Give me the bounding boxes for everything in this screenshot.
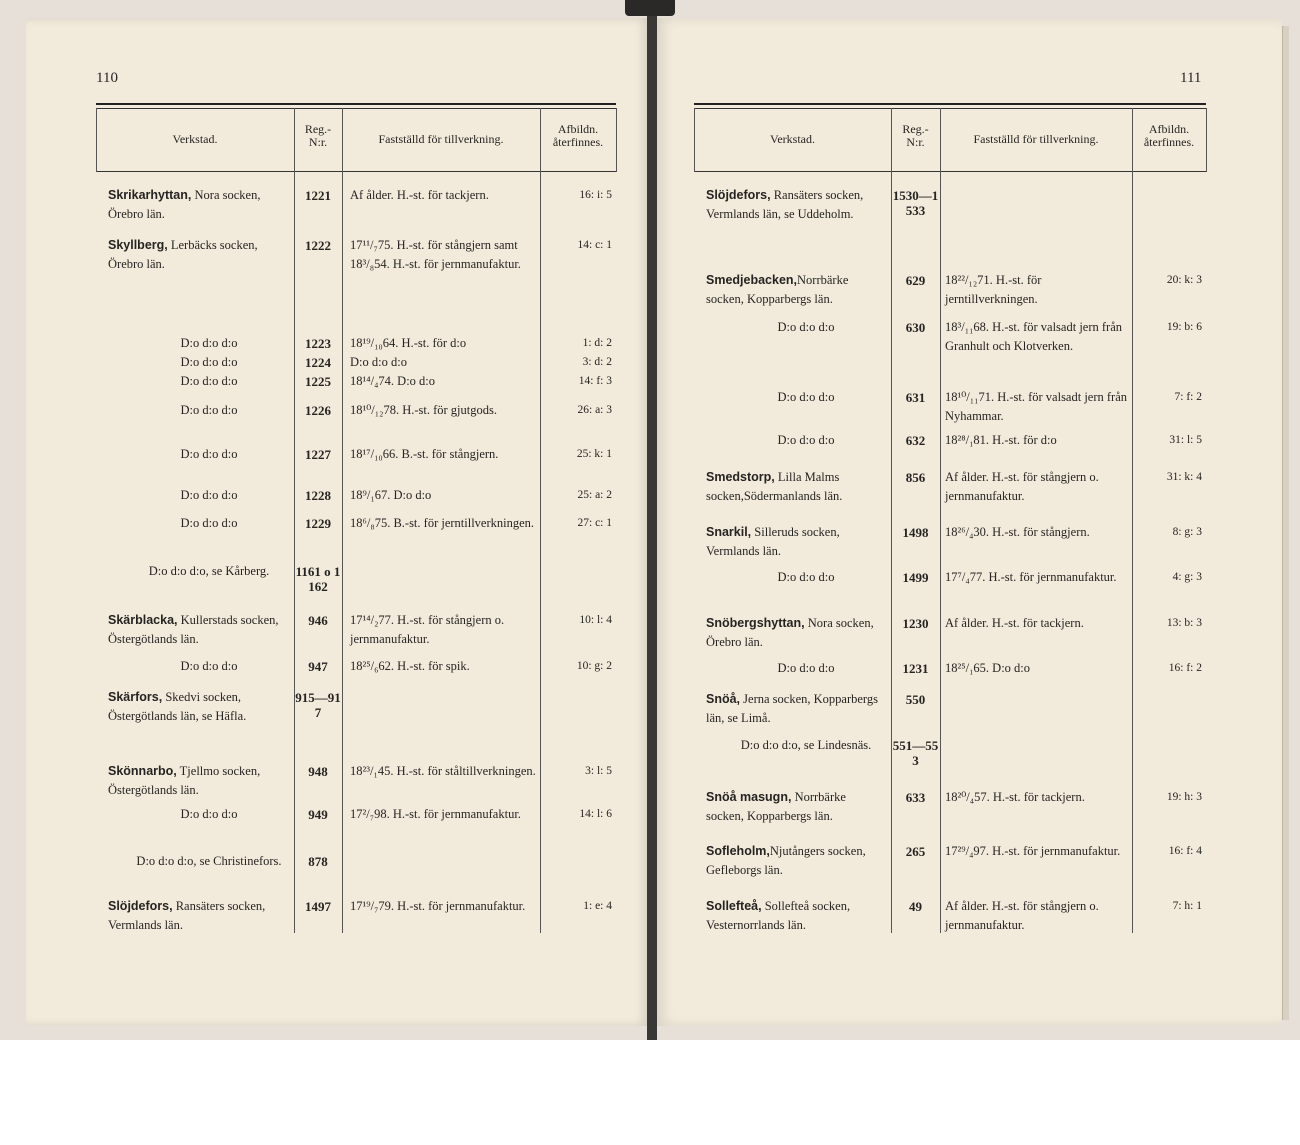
row-reg-number: 1225 xyxy=(305,374,331,389)
left-header-bottom-rule xyxy=(96,171,616,172)
row-verkstad-detail: D:o d:o d:o xyxy=(180,355,238,369)
row-verkstad xyxy=(108,401,300,420)
row-verkstad-name: Snarkil, xyxy=(706,525,752,539)
row-verkstad-detail: D:o d:o d:o xyxy=(777,390,835,404)
row-faststald: 17⁷/₄77. H.-st. för jernmanufaktur. xyxy=(945,570,1117,584)
row-reg-number: 949 xyxy=(308,807,328,822)
row-verkstad xyxy=(108,514,300,533)
row-verkstad-name: Skyllberg, xyxy=(108,238,168,252)
row-verkstad-detail: D:o d:o d:o xyxy=(180,807,238,821)
row-afbildn: 1: e: 4 xyxy=(583,900,612,912)
right-frame-line-right xyxy=(1206,108,1207,172)
row-verkstad-detail: D:o d:o d:o xyxy=(180,488,238,502)
right-header-afbildn: Afbildn. återfinnes. xyxy=(1143,122,1195,149)
row-reg-number: 49 xyxy=(909,899,922,914)
row-verkstad xyxy=(108,852,300,871)
row-afbildn: 16: f: 4 xyxy=(1168,845,1202,857)
row-verkstad-detail: D:o d:o d:o xyxy=(777,661,835,675)
row-afbildn: 31: k: 4 xyxy=(1166,471,1202,483)
row-reg-number: 1498 xyxy=(902,525,929,540)
row-verkstad-detail: Norrbärke socken, Kopparbergs län. xyxy=(706,273,849,306)
row-afbildn: 13: b: 3 xyxy=(1166,617,1202,629)
row-afbildn: 27: c: 1 xyxy=(577,517,612,529)
left-header-double-rule xyxy=(96,103,616,106)
right-col-line-1 xyxy=(891,108,892,933)
row-faststald: 17²⁹/₄97. H.-st. för jernmanufaktur. xyxy=(945,844,1121,858)
page-edges xyxy=(1282,26,1289,1020)
row-faststald: 17¹⁹/₇79. H.-st. för jernmanufaktur. xyxy=(350,899,526,913)
row-verkstad xyxy=(706,431,896,450)
row-reg-number: 1226 xyxy=(305,403,331,418)
row-reg-number: 1221 xyxy=(305,188,331,203)
row-reg-number: 1227 xyxy=(305,447,331,462)
row-reg-number: 630 xyxy=(905,320,926,335)
row-verkstad-detail: Ransäters socken, Vermlands län. xyxy=(108,899,266,932)
row-verkstad-detail: Tjellmo socken, Östergötlands län. xyxy=(108,764,261,797)
row-faststald: Af ålder. H.-st. för stångjern o. jernmanufaktur. xyxy=(945,470,1099,503)
row-reg-number: 633 xyxy=(905,790,926,805)
row-reg-number: 1161 o 1162 xyxy=(295,564,341,594)
row-faststald: 17²/₇98. H.-st. för jernmanufaktur. xyxy=(350,807,521,821)
right-header-verkstad: Verkstad. xyxy=(770,132,815,146)
row-verkstad-detail: D:o d:o d:o, se Kårberg. xyxy=(148,564,270,578)
row-verkstad xyxy=(706,614,886,652)
row-verkstad-detail: Lerbäcks socken, Örebro län. xyxy=(108,238,258,271)
row-verkstad-detail: Nora socken, Örebro län. xyxy=(108,188,261,221)
left-page-number: 110 xyxy=(96,70,118,86)
row-verkstad-name: Snöå, xyxy=(706,692,741,706)
row-faststald: 18²³/₁45. H.-st. för ståltillverkningen. xyxy=(350,764,536,778)
row-afbildn: 1: d: 2 xyxy=(582,337,612,349)
row-verkstad-detail: D:o d:o d:o xyxy=(777,570,835,584)
row-reg-number: 946 xyxy=(308,613,328,628)
row-verkstad-name: Snöå masugn, xyxy=(706,790,792,804)
row-faststald: 18¹⁰/₁₁71. H.-st. för valsadt jern från Nyhammar. xyxy=(945,390,1128,423)
row-verkstad-detail: Kullerstads socken, Östergötlands län. xyxy=(108,613,279,646)
row-verkstad xyxy=(706,897,886,935)
row-verkstad-detail: D:o d:o d:o xyxy=(180,447,238,461)
row-faststald: 18²⁵/₁65. D:o d:o xyxy=(945,661,1031,675)
right-header-reg: Reg.- N:r. xyxy=(902,122,929,149)
row-verkstad-name: Sofleholm, xyxy=(706,844,770,858)
row-reg-number: 1230 xyxy=(902,616,929,631)
row-afbildn: 19: h: 3 xyxy=(1166,791,1202,803)
row-verkstad-detail: Lilla Malms socken,Södermanlands län. xyxy=(706,470,843,503)
row-verkstad-detail: D:o d:o d:o xyxy=(777,320,835,334)
book-spine-top xyxy=(625,0,675,16)
row-verkstad-name: Smedstorp, xyxy=(706,470,775,484)
row-faststald: 18¹⁰/₁₂78. H.-st. för gjutgods. xyxy=(350,403,497,417)
row-reg-number: 550 xyxy=(905,692,926,707)
row-afbildn: 25: k: 1 xyxy=(576,448,612,460)
right-header-double-rule xyxy=(694,103,1206,106)
row-reg-number: 1530—1533 xyxy=(892,188,939,218)
row-reg-number: 878 xyxy=(308,854,328,869)
row-afbildn: 3: d: 2 xyxy=(582,356,612,368)
row-verkstad xyxy=(108,186,290,224)
row-verkstad-name: Skönnarbo, xyxy=(108,764,177,778)
row-afbildn: 26: a: 3 xyxy=(577,404,612,416)
row-verkstad xyxy=(706,271,886,309)
row-afbildn: 16: f: 2 xyxy=(1168,662,1202,674)
row-reg-number: 629 xyxy=(905,273,926,288)
row-verkstad-detail: D:o d:o d:o xyxy=(180,374,238,388)
row-afbildn: 20: k: 3 xyxy=(1166,274,1202,286)
row-verkstad-name: Skrikarhyttan, xyxy=(108,188,192,202)
row-verkstad-name: Slöjdefors, xyxy=(706,188,771,202)
left-frame-line-right xyxy=(616,108,617,172)
row-verkstad-name: Snöbergshyttan, xyxy=(706,616,805,630)
row-faststald: Af ålder. H.-st. för stångjern o. jernmanufaktur. xyxy=(945,899,1099,932)
row-afbildn: 16: i: 5 xyxy=(579,189,612,201)
row-faststald: 18¹⁴/₄74. D:o d:o xyxy=(350,374,436,388)
row-verkstad xyxy=(108,445,300,464)
row-afbildn: 25: a: 2 xyxy=(577,489,612,501)
row-verkstad-detail: D:o d:o d:o xyxy=(180,336,238,350)
row-afbildn: 14: f: 3 xyxy=(578,375,612,387)
row-verkstad-detail: D:o d:o d:o, se Christinefors. xyxy=(136,854,282,868)
right-header-bottom-rule xyxy=(694,171,1206,172)
row-verkstad xyxy=(706,523,886,561)
row-verkstad xyxy=(108,657,300,676)
book-gutter xyxy=(647,0,657,1040)
row-faststald: D:o d:o d:o xyxy=(350,355,407,369)
row-afbildn: 10: g: 2 xyxy=(576,660,612,672)
row-verkstad-name: Smedjebacken, xyxy=(706,273,798,287)
left-col-line-2 xyxy=(342,108,343,933)
row-verkstad xyxy=(706,736,896,755)
row-verkstad xyxy=(108,805,300,824)
row-verkstad xyxy=(706,842,886,880)
row-faststald: 17¹⁴/₂77. H.-st. för stångjern o. jernmanufaktur. xyxy=(350,613,505,646)
row-verkstad-name: Slöjdefors, xyxy=(108,899,173,913)
row-verkstad-name: Skärfors, xyxy=(108,690,163,704)
row-verkstad xyxy=(108,897,290,935)
right-header-faststald: Fastställd för tillverkning. xyxy=(973,132,1099,146)
row-reg-number: 1228 xyxy=(305,488,331,503)
row-reg-number: 1229 xyxy=(305,516,331,531)
row-faststald: 18⁶/₈75. B.-st. för jerntillverkningen. xyxy=(350,516,535,530)
row-verkstad-detail: D:o d:o d:o xyxy=(180,403,238,417)
row-afbildn: 10: l: 4 xyxy=(579,614,612,626)
row-afbildn: 8: g: 3 xyxy=(1172,526,1202,538)
right-col-line-3 xyxy=(1132,108,1133,933)
row-verkstad xyxy=(706,788,886,826)
row-verkstad xyxy=(108,353,300,372)
row-verkstad-name: Sollefteå, xyxy=(706,899,762,913)
row-faststald: 18¹⁷/₁₀66. B.-st. för stångjern. xyxy=(350,447,499,461)
row-reg-number: 915—917 xyxy=(295,690,341,720)
row-verkstad-detail: Nora socken, Örebro län. xyxy=(706,616,874,649)
row-reg-number: 551—553 xyxy=(892,738,939,768)
left-header-faststald: Fastställd för tillverkning. xyxy=(378,132,504,146)
row-faststald: 18²⁵/₆62. H.-st. för spik. xyxy=(350,659,470,673)
right-col-line-2 xyxy=(940,108,941,933)
row-faststald: 18²⁶/₄30. H.-st. för stångjern. xyxy=(945,525,1090,539)
row-verkstad xyxy=(706,468,886,506)
row-verkstad xyxy=(108,688,290,726)
row-verkstad-detail: D:o d:o d:o, se Lindesnäs. xyxy=(740,738,872,752)
row-afbildn: 31: l: 5 xyxy=(1169,434,1202,446)
row-verkstad xyxy=(108,562,300,581)
row-verkstad-detail: D:o d:o d:o xyxy=(777,433,835,447)
row-reg-number: 1497 xyxy=(305,899,331,914)
right-page-number: 111 xyxy=(1180,70,1202,86)
row-afbildn: 4: g: 3 xyxy=(1172,571,1202,583)
row-faststald: Af ålder. H.-st. för tackjern. xyxy=(945,616,1084,630)
row-verkstad-detail: D:o d:o d:o xyxy=(180,659,238,673)
row-verkstad xyxy=(706,690,886,728)
row-verkstad xyxy=(706,186,886,224)
row-reg-number: 1223 xyxy=(305,336,331,351)
row-reg-number: 1231 xyxy=(902,661,929,676)
row-afbildn: 14: l: 6 xyxy=(579,808,612,820)
right-header-rule xyxy=(694,108,1206,109)
row-verkstad-detail: Sollefteå socken, Vesternorrlands län. xyxy=(706,899,851,932)
row-verkstad xyxy=(108,486,300,505)
row-afbildn: 3: l: 5 xyxy=(585,765,612,777)
left-header-reg: Reg.- N:r. xyxy=(304,122,332,149)
left-header-rule xyxy=(96,108,616,109)
row-afbildn: 7: f: 2 xyxy=(1174,391,1202,403)
row-verkstad-detail: Ransäters socken, Vermlands län, se Uddeholm. xyxy=(706,188,864,221)
row-reg-number: 947 xyxy=(308,659,328,674)
row-faststald: 18²²/₁₂71. H.-st. för jerntillverkningen. xyxy=(945,273,1042,306)
row-verkstad-name: Skärblacka, xyxy=(108,613,178,627)
row-verkstad xyxy=(108,236,290,274)
row-faststald: 18²⁰/₄57. H.-st. för tackjern. xyxy=(945,790,1085,804)
row-faststald: 18¹⁹/₁₀64. H.-st. för d:o xyxy=(350,336,467,350)
row-verkstad-detail: Njutångers socken, Gefleborgs län. xyxy=(706,844,866,877)
left-header-afbildn: Afbildn. återfinnes. xyxy=(552,122,604,149)
row-reg-number: 632 xyxy=(905,433,926,448)
row-afbildn: 19: b: 6 xyxy=(1166,321,1202,333)
row-verkstad-detail: Norrbärke socken, Kopparbergs län. xyxy=(706,790,846,823)
row-faststald: 17¹¹/₇75. H.-st. för stångjern samt 18³/₈54. H.-st. för jernmanufaktur. xyxy=(350,238,521,271)
row-verkstad-detail: Jerna socken, Kopparbergs län, se Limå. xyxy=(706,692,878,725)
row-afbildn: 7: h: 1 xyxy=(1172,900,1202,912)
row-verkstad xyxy=(706,388,896,407)
row-afbildn: 14: c: 1 xyxy=(577,239,612,251)
left-header-verkstad: Verkstad. xyxy=(172,132,218,146)
row-verkstad xyxy=(706,318,896,337)
row-reg-number: 948 xyxy=(308,764,328,779)
row-reg-number: 856 xyxy=(905,470,926,485)
row-faststald: 18³/₁₁68. H.-st. för valsadt jern från Granhult och Klotverken. xyxy=(945,320,1123,353)
row-reg-number: 1222 xyxy=(305,238,331,253)
row-faststald: 18⁹/₁67. D:o d:o xyxy=(350,488,432,502)
row-faststald: 18²⁸/₁81. H.-st. för d:o xyxy=(945,433,1057,447)
row-reg-number: 631 xyxy=(905,390,926,405)
row-verkstad xyxy=(706,659,896,678)
row-verkstad xyxy=(108,334,300,353)
row-faststald: Af ålder. H.-st. för tackjern. xyxy=(350,188,489,202)
row-verkstad xyxy=(706,568,896,587)
row-verkstad xyxy=(108,762,290,800)
row-verkstad-detail: D:o d:o d:o xyxy=(180,516,238,530)
row-reg-number: 1224 xyxy=(305,355,331,370)
row-verkstad xyxy=(108,372,300,391)
row-verkstad-detail: Skedvi socken, Östergötlands län, se Häfla. xyxy=(108,690,247,723)
row-reg-number: 1499 xyxy=(902,570,929,585)
row-reg-number: 265 xyxy=(905,844,926,859)
row-verkstad-detail: Silleruds socken, Vermlands län. xyxy=(706,525,840,558)
row-verkstad xyxy=(108,611,290,649)
